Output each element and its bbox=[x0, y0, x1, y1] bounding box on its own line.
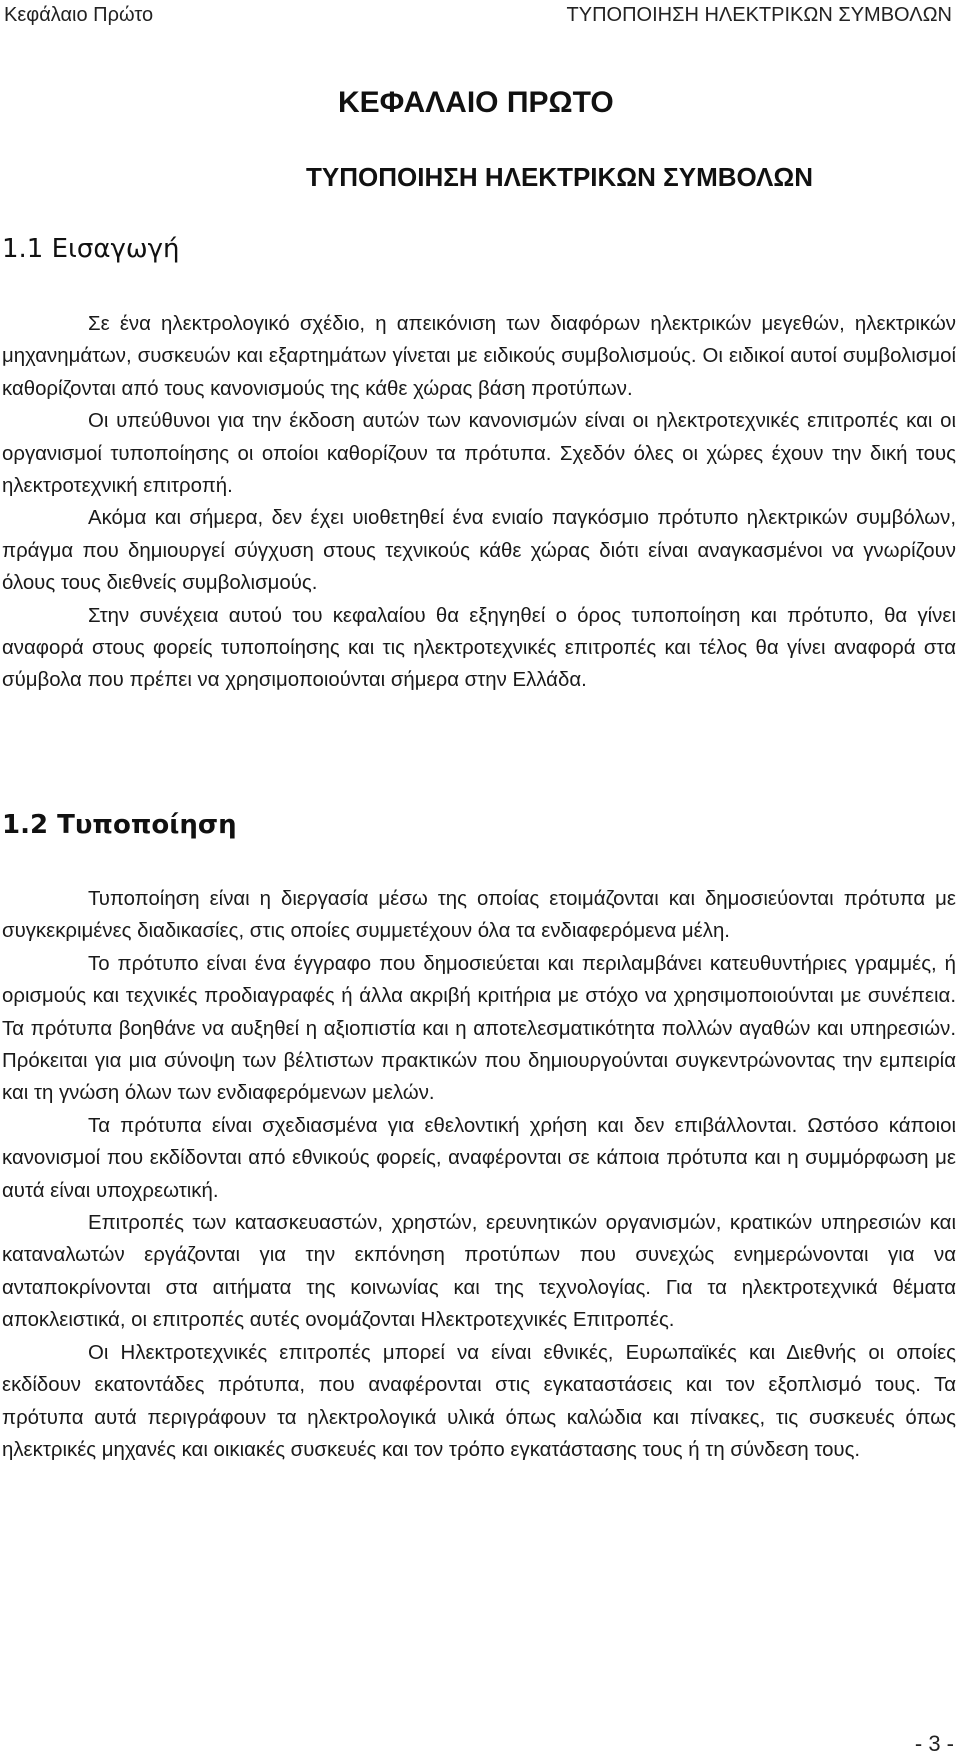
paragraph: Ακόμα και σήμερα, δεν έχει υιοθετηθεί ένα ενιαίο παγκόσμιο πρότυπο ηλεκτρικών συμβόλων, πράγμα που δημιουργεί σύγχυση στους τεχνικούς κάθε χώρας διότι είναι αναγκασμένοι να γνωρίζουν όλους τους διεθνείς συμβολισμούς. bbox=[2, 507, 956, 595]
paragraph: Επιτροπές των κατασκευαστών, χρηστών, ερευνητικών οργανισμών, κρατικών υπηρεσιών και καταναλωτών εργάζονται για την εκπόνηση προτύπων που συνεχώς ενημερώνονται για να ανταποκρίνονται στα αιτήματα της κοινωνίας και της τεχνολογίας. Για τα ηλεκτροτεχνικά θέματα αποκλειστικά, οι επιτροπές αυτές ονομάζονται Ηλεκτροτεχνικές Επιτροπές. bbox=[2, 1212, 956, 1332]
paragraph: Οι Ηλεκτροτεχνικές επιτροπές μπορεί να είναι εθνικές, Ευρωπαϊκές και Διεθνής οι οποίες εκδίδουν εκατοντάδες πρότυπα, που αναφέρονται στις εγκαταστάσεις και τον εξοπλισμό τους. Τα πρότυπα αυτά περιγράφουν τα ηλεκτρολογικά υλικά όπως καλώδια και πίνακες, τις συσκευές όπως ηλεκτρικές μηχανές και οικιακές συσκευές και τον τρόπο εγκατάστασης τους ή τη σύνδεση τους. bbox=[2, 1341, 956, 1461]
chapter-subtitle: ΤΥΠΟΠΟΙΗΣΗ ΗΛΕΚΤΡΙΚΩΝ ΣΥΜΒΟΛΩΝ bbox=[306, 162, 813, 192]
section-body-introduction bbox=[2, 308, 956, 697]
paragraph: Σε ένα ηλεκτρολογικό σχέδιο, η απεικόνιση των διαφόρων ηλεκτρικών μεγεθών, ηλεκτρικών μηχανημάτων, συσκευών και εξαρτημάτων γίνεται με ειδικούς συμβολισμούς. Οι ειδικοί αυτοί συμβολισμοί καθορίζονται από τους κανονισμούς της κάθε χώρας βάση προτύπων. bbox=[2, 313, 956, 400]
section-heading-introduction: 1.1 Εισαγωγή bbox=[2, 234, 180, 264]
running-header-title: ΤΥΠΟΠΟΙΗΣΗ ΗΛΕΚΤΡΙΚΩΝ ΣΥΜΒΟΛΩΝ bbox=[566, 4, 952, 26]
page-number: - 3 - bbox=[914, 1731, 954, 1756]
paragraph: Οι υπεύθυνοι για την έκδοση αυτών των κανονισμών είναι οι ηλεκτροτεχνικές επιτροπές και οι οργανισμοί τυποποίησης οι οποίοι καθορίζουν τα πρότυπα. Σχεδόν όλες οι χώρες έχουν την δική τους ηλεκτροτεχνική επιτροπή. bbox=[2, 410, 956, 498]
paragraph: Τα πρότυπα είναι σχεδιασμένα για εθελοντική χρήση και δεν επιβάλλονται. Ωστόσο κάποιοι κανονισμοί που εκδίδονται από εθνικούς φορείς, αναφέρονται σε κάποια πρότυπα και η συμμόρφωση με αυτά είναι υποχρεωτική. bbox=[2, 1114, 956, 1202]
paragraph: Τυποποίηση είναι η διεργασία μέσω της οποίας ετοιμάζονται και δημοσιεύονται πρότυπα με συγκεκριμένες διαδικασίες, στις οποίες συμμετέχουν όλα τα ενδιαφερόμενα μέλη. bbox=[2, 888, 956, 943]
section-heading-standardization: 1.2 Τυποποίηση bbox=[2, 810, 237, 840]
running-header-chapter: Κεφάλαιο Πρώτο bbox=[4, 4, 154, 26]
chapter-title: ΚΕΦΑΛΑΙΟ ΠΡΩΤΟ bbox=[338, 86, 614, 119]
paragraph: Το πρότυπο είναι ένα έγγραφο που δημοσιεύεται και περιλαμβάνει κατευθυντήριες γραμμές, ή ορισμούς και τεχνικές προδιαγραφές ή άλλα ακριβή κριτήρια με στόχο να χρησιμοποιούνται με συνέπεια. Τα πρότυπα βοηθάνε να αυξηθεί η αξιοπιστία και η αποτελεσματικότητα πολλών αγαθών και υπηρεσιών. Πρόκειται για μια σύνοψη των βέλτιστων πρακτικών που δημιουργούνται συγκεντρώνοντας την εμπειρία και τη γνώση όλων των ενδιαφερόμενων μελών. bbox=[2, 952, 956, 1105]
paragraph: Στην συνέχεια αυτού του κεφαλαίου θα εξηγηθεί ο όρος τυποποίηση και πρότυπο, θα γίνει αναφορά στους φορείς τυποποίησης και τις ηλεκτροτεχνικές επιτροπές και τέλος θα γίνει αναφορά στα σύμβολα που πρέπει να χρησιμοποιούνται σήμερα στην Ελλάδα. bbox=[2, 604, 956, 692]
section-body-standardization bbox=[2, 883, 956, 1466]
